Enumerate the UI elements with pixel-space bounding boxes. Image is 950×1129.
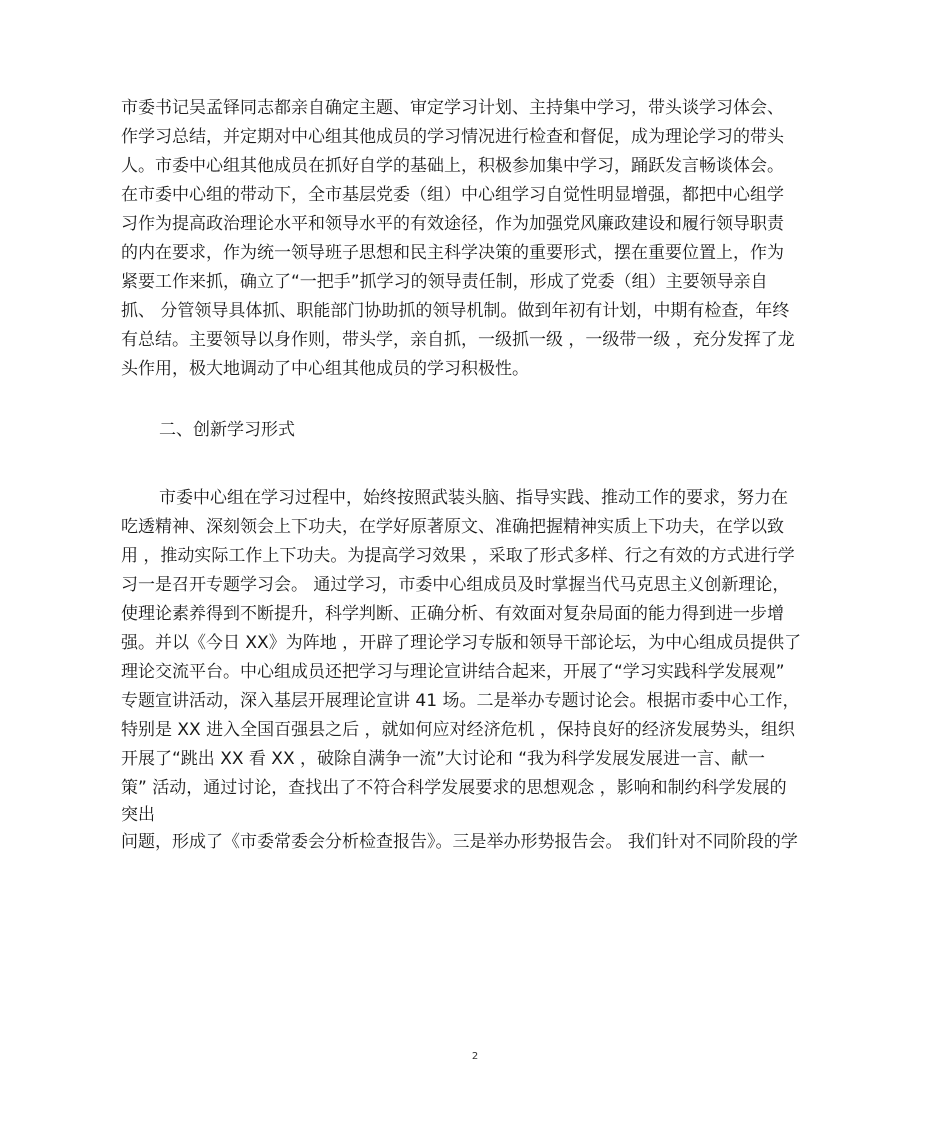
paragraph-line: 理论交流平台。中心组成员还把学习与理论宣讲结合起来，开展了“学习实践科学发展观” <box>121 662 785 682</box>
paragraph-line: 特别是 XX 进入全国百强县之后 ，就如何应对经济危机 ，保持良好的经济发展势头，组织 <box>121 720 795 740</box>
paragraph-line: 问题，形成了《市委常委会分析检查报告》。三是举办形势报告会。 我们针对不同阶段的学 <box>121 832 798 852</box>
paragraph-line: 人。市委中心组其他成员在抓好自学的基础上，积极参加集中学习，踊跃发言畅谈体会。 <box>121 156 784 176</box>
paragraph-line: 市委中心组在学习过程中，始终按照武装头脑、指导实践、推动工作的要求，努力在 <box>159 488 788 508</box>
paragraph-line: 开展了“跳出 XX 看 XX ，破除自满争一流”大讨论和 “我为科学发展发展进一言、献一 <box>121 749 766 769</box>
page-number: 2 <box>471 1051 479 1062</box>
paragraph-line: 抓、 分管领导具体抓、职能部门协助抓的领导机制。做到年初有计划，中期有检查，年终 <box>121 301 790 321</box>
paragraph-line: 强。并以《今日 XX》为阵地 ，开辟了理论学习专版和领导干部论坛，为中心组成员提供了 <box>121 633 802 653</box>
paragraph-line: 吃透精神、深刻领会上下功夫，在学好原著原文、准确把握精神实质上下功夫，在学以致 <box>121 517 784 537</box>
paragraph-line: 的内在要求，作为统一领导班子思想和民主科学决策的重要形式，摆在重要位置上，作为 <box>121 243 784 263</box>
paragraph-line: 有总结。主要领导以身作则，带头学，亲自抓，一级抓一级 ，一级带一级 ，充分发挥了龙 <box>121 330 795 350</box>
paragraph-line: 作学习总结，并定期对中心组其他成员的学习情况进行检查和督促，成为理论学习的带头 <box>121 127 784 147</box>
paragraph-line: 突出 <box>121 805 155 825</box>
paragraph-line: 紧要工作来抓，确立了“一把手”抓学习的领导责任制，形成了党委（组）主要领导亲自 <box>121 272 768 292</box>
section-heading: 二、创新学习形式 <box>159 420 295 440</box>
paragraph-line: 在市委中心组的带动下，全市基层党委（组）中心组学习自觉性明显增强，都把中心组学 <box>121 185 784 205</box>
paragraph-line: 头作用，极大地调动了中心组其他成员的学习积极性。 <box>121 359 529 379</box>
paragraph-line: 市委书记吴孟铎同志都亲自确定主题、审定学习计划、主持集中学习，带头谈学习体会、 <box>121 98 784 118</box>
paragraph-line: 使理论素养得到不断提升，科学判断、正确分析、有效面对复杂局面的能力得到进一步增 <box>121 604 784 624</box>
paragraph-line: 策” 活动，通过讨论，查找出了不符合科学发展要求的思想观念 ，影响和制约科学发展的 <box>121 778 787 798</box>
paragraph-line: 用 ，推动实际工作上下功夫。为提高学习效果 ，采取了形式多样、行之有效的方式进行学 <box>121 546 795 566</box>
paragraph-line: 习作为提高政治理论水平和领导水平的有效途径，作为加强党风廉政建设和履行领导职责 <box>121 214 784 234</box>
paragraph-line: 专题宣讲活动，深入基层开展理论宣讲 41 场。二是举办专题讨论会。根据市委中心工作， <box>121 691 800 711</box>
paragraph-line: 习一是召开专题学习会。 通过学习，市委中心组成员及时掌握当代马克思主义创新理论， <box>121 575 790 595</box>
